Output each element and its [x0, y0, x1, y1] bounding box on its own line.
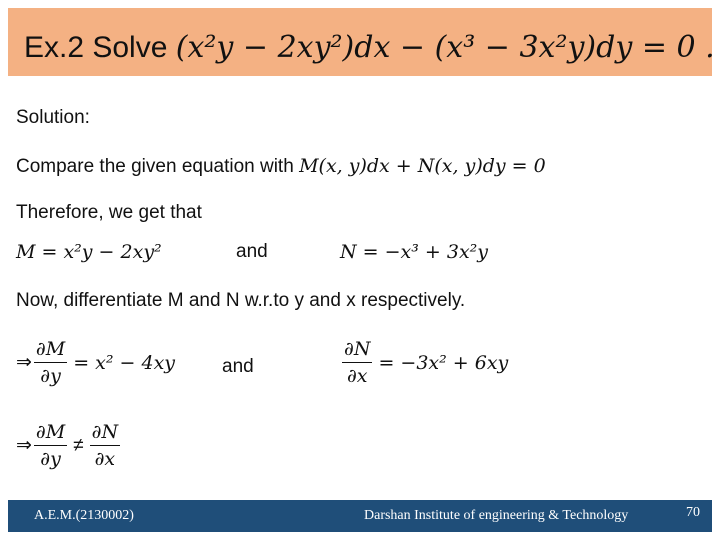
not-exact-row [16, 421, 122, 470]
dn-result: = −3x² + 6xy [378, 351, 509, 374]
dm-result: = x² − 4xy [73, 351, 176, 374]
partial-dn-row [340, 338, 508, 387]
institute-name: Darshan Institute of engineering & Technology [364, 508, 629, 523]
dn-numerator: ∂N [342, 338, 372, 363]
and-text-1: and [236, 241, 268, 262]
course-code: A.E.M.(2130002) [34, 508, 134, 523]
m-definition: M = x²y − 2xy² [16, 241, 162, 263]
title-equation: (x²y − 2xy²)dx − (x³ − 3x²y)dy = 0 . [175, 30, 715, 65]
compare-line [16, 154, 546, 179]
dn-numerator-2: ∂N [90, 421, 120, 446]
differentiate-line: Now, differentiate M and N w.r.to y and x respectively. [16, 290, 466, 311]
dx-denominator-2: ∂x [94, 448, 116, 470]
page-number: 70 [686, 505, 700, 520]
dm-numerator-2: ∂M [34, 421, 67, 446]
m-n-definitions [16, 240, 162, 265]
footer-bar [8, 500, 712, 532]
compare-text: Compare the given equation with [16, 156, 294, 177]
and-text-2: and [222, 356, 254, 377]
dn-dx-fraction-2 [90, 421, 120, 470]
dy-denominator-2: ∂y [40, 448, 61, 470]
dm-dy-fraction [34, 338, 67, 387]
implies-symbol-2: ⇒ [16, 435, 32, 456]
slide-title [24, 28, 715, 68]
title-label: Ex.2 Solve [24, 31, 168, 64]
n-definition: N = −x³ + 3x²y [340, 241, 489, 263]
partial-dm-row [16, 338, 175, 387]
implies-symbol-1: ⇒ [16, 352, 32, 373]
dm-dy-fraction-2 [34, 421, 67, 470]
n-definition-wrap [340, 240, 488, 265]
general-form: M(x, y)dx + N(x, y)dy = 0 [299, 155, 546, 177]
dm-numerator: ∂M [34, 338, 67, 363]
not-equal-symbol: ≠ [73, 434, 84, 456]
dy-denominator: ∂y [40, 365, 61, 387]
solution-heading: Solution: [16, 107, 90, 128]
therefore-line: Therefore, we get that [16, 202, 202, 223]
dn-dx-fraction [342, 338, 372, 387]
title-bar [8, 8, 715, 76]
dx-denominator: ∂x [346, 365, 368, 387]
